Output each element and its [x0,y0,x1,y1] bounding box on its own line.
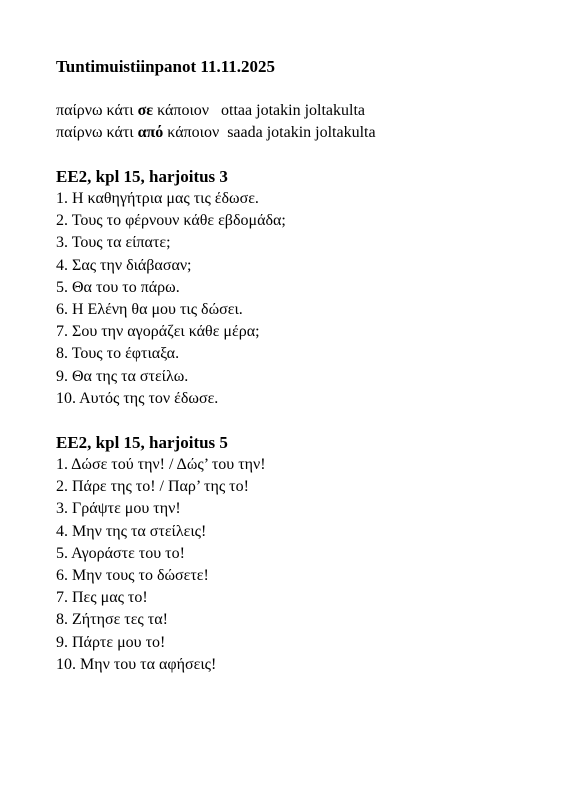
document-page [56,56,546,698]
vocab-text-before: παίρνω κάτι [56,124,138,141]
vocab-text-after: κάποιον ottaa jotakin joltakulta [153,102,365,119]
exercise-item: 1. Δώσε τού την! / Δώς’ του την! [56,456,266,474]
vocab-line [56,122,546,144]
exercise-item: 4. Σας την διάβασαν; [56,256,192,274]
exercise-item: 3. Γράψτε μου την! [56,500,181,518]
exercise-item: 2. Πάρε της το! / Παρ’ της το! [56,478,249,496]
exercise-item: 9. Πάρτε μου το! [56,633,166,651]
vocab-text-before: παίρνω κάτι [56,102,138,119]
exercise-item: 6. Μην τους το δώσετε! [56,567,209,585]
exercise-item: 5. Αγοράστε του το! [56,544,185,562]
section-heading: EE2, kpl 15, harjoitus 3 [56,167,228,186]
vocab-preposition: σε [137,102,154,119]
exercise-item: 2. Τους το φέρνουν κάθε εβδομάδα; [56,212,286,230]
vocab-text-after: κάποιον saada jotakin joltakulta [163,124,376,141]
exercise-item: 8. Τους το έφτιαξα. [56,345,180,363]
vocabulary-block [56,100,546,144]
document-title: Tuntimuistiinpanot 11.11.2025 [56,57,276,76]
exercise-section-3 [56,166,546,410]
section-heading: EE2, kpl 15, harjoitus 5 [56,433,228,453]
exercise-item: 1. Η καθηγήτρια μας τις έδωσε. [56,190,259,207]
exercise-item: 7. Σου την αγοράζει κάθε μέρα; [56,323,260,341]
exercise-item: 3. Τους τα είπατε; [56,234,171,252]
exercise-item: 10. Μην του τα αφήσεις! [56,655,217,673]
exercise-item: 5. Θα του το πάρω. [56,278,180,296]
exercise-item: 9. Θα της τα στείλω. [56,367,189,385]
exercise-item: 7. Πες μας το! [56,589,148,607]
exercise-item: 4. Μην της τα στείλεις! [56,522,207,540]
vocab-preposition: από [137,124,164,141]
exercise-item: 8. Ζήτησε τες τα! [56,611,168,629]
exercise-item: 6. Η Ελένη θα μου τις δώσει. [56,301,243,319]
exercise-item: 10. Αυτός της τον έδωσε. [56,389,219,407]
exercise-section-5 [56,432,546,676]
vocab-line [56,100,546,122]
